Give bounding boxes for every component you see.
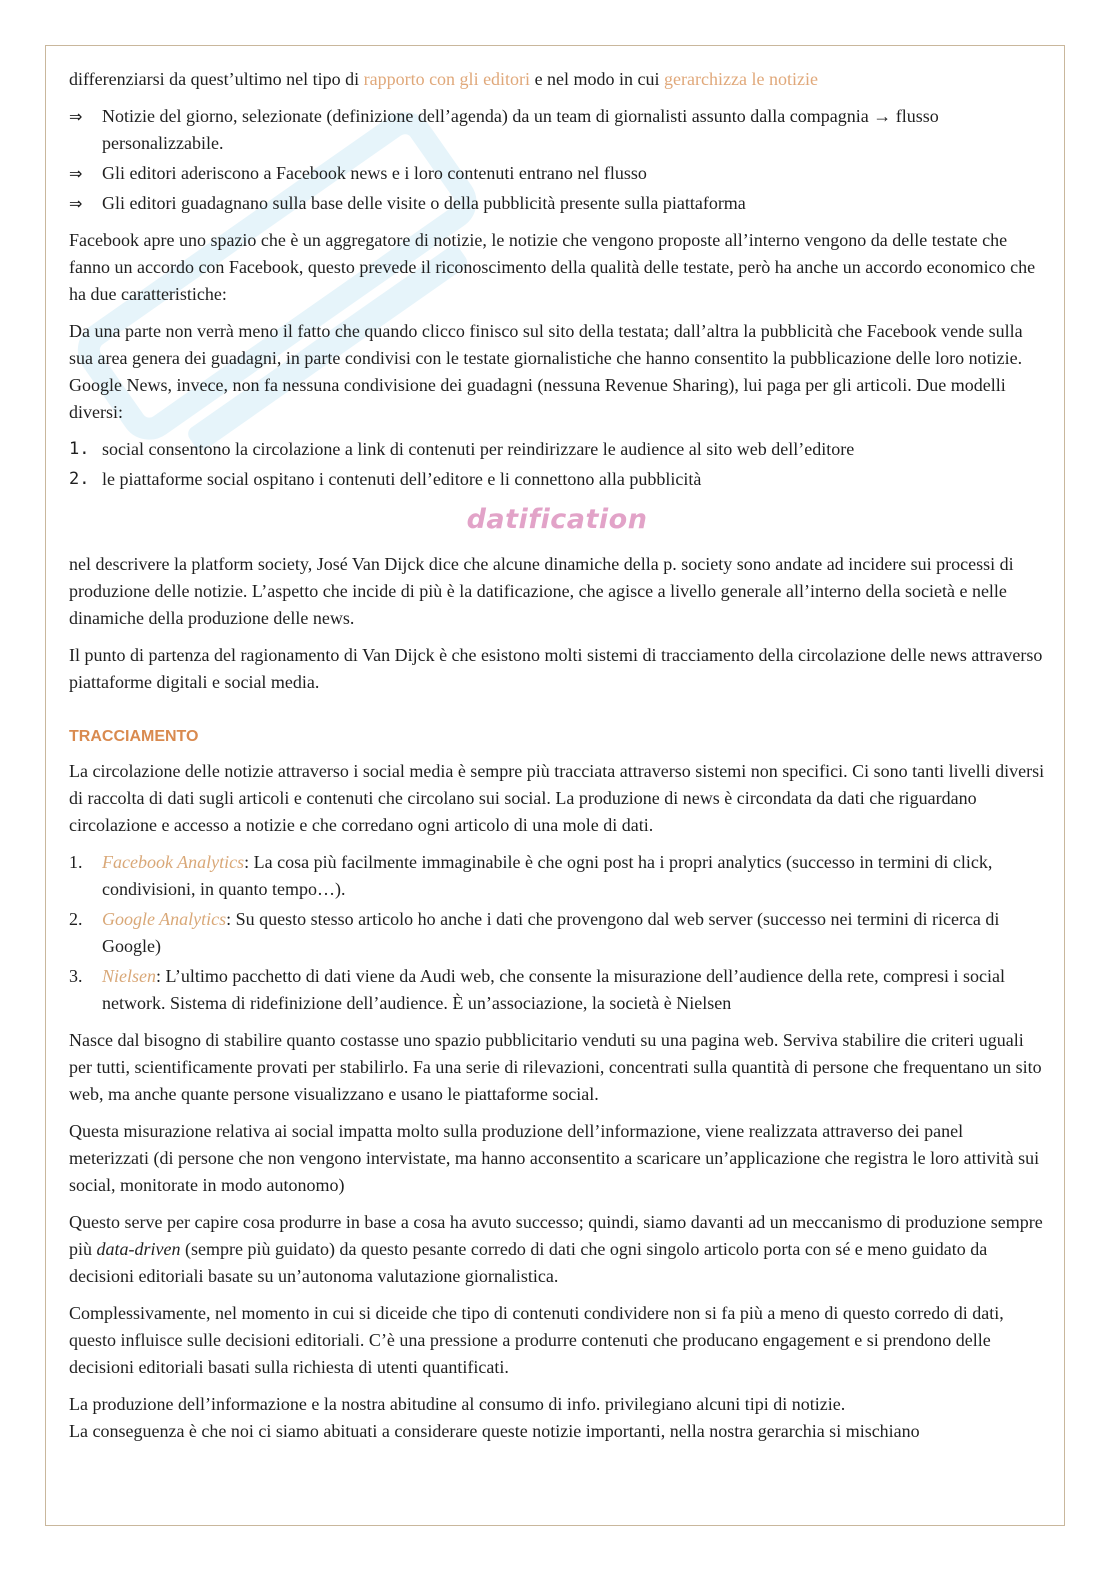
section-title: datification xyxy=(466,504,648,535)
paragraph: La conseguenza è che noi ci siamo abituati a considerare queste notizie importanti, nella nostra gerarchia si mischiano xyxy=(69,1421,920,1441)
paragraph: Da una parte non verrà meno il fatto che quando clicco finisco sul sito della testata; dall’altra la pubblicità che Facebook vende sulla sua area genera dei guadagni, in parte condivisi con le testate giornalistiche che hanno consentito la pubblicazione delle loro notizie. Google News, invece, non fa nessuna condivisione dei guadagni (nessuna Revenue Sharing), lui paga per gli articoli. Due modelli diversi: xyxy=(69,321,1023,422)
emphasis-data-driven: data-driven xyxy=(96,1239,181,1259)
tracking-list xyxy=(69,849,1045,1017)
double-arrow-icon: ⇒ xyxy=(69,194,83,213)
tool-name: Nielsen xyxy=(102,966,156,986)
list-item: 2. Google Analytics: Su questo stesso articolo ho anche i dati che provengono dal web server (successo nei termini di ricerca di Google) xyxy=(69,906,1045,960)
paragraph: La circolazione delle notizie attraverso i social media è sempre più tracciata attraverso sistemi non specifici. Ci sono tanti livelli diversi di raccolta di dati sugli articoli e contenuti che circolano sui social. La produzione di news è circondata da dati che riguardano circolazione e accesso a notizie e che corredano ogni articolo di una mole di dati. xyxy=(69,761,1045,835)
double-arrow-icon: ⇒ xyxy=(69,164,83,183)
arrow-list xyxy=(69,103,1045,217)
highlight-rapporto-editori: rapporto con gli editori xyxy=(363,69,531,89)
list-item: ⇒ Notizie del giorno, selezionate (definizione dell’agenda) da un team di giornalisti assunto dalla compagnia → flusso personalizzabile. xyxy=(69,103,1045,157)
list-number: 3. xyxy=(69,966,83,986)
double-arrow-icon: ⇒ xyxy=(69,107,83,126)
list-number: 1. xyxy=(69,439,90,459)
list-number: 2. xyxy=(69,469,90,489)
list-item: ⇒ Gli editori aderiscono a Facebook news e i loro contenuti entrano nel flusso xyxy=(69,160,1045,187)
sub-heading: TRACCIAMENTO xyxy=(69,728,199,745)
paragraph: Questo serve per capire cosa produrre in base a cosa ha avuto successo; quindi, siamo davanti ad un meccanismo di produzione sempre più data-driven (sempre più guidato) da questo pesante corredo di dati che ogni singolo articolo porta con sé e meno guidato da decisioni editoriali basate su un’autonoma valutazione giornalistica. xyxy=(69,1212,1043,1286)
list-number: 1. xyxy=(69,852,83,872)
list-item: 1. social consentono la circolazione a link di contenuti per reindirizzare le audience al sito web dell’editore xyxy=(69,436,1045,463)
tool-name: Google Analytics xyxy=(102,909,227,929)
list-item: 2. le piattaforme social ospitano i contenuti dell’editore e li connettono alla pubblicità xyxy=(69,466,1045,493)
paragraph: Facebook apre uno spazio che è un aggregatore di notizie, le notizie che vengono proposte all’interno vengono da delle testate che fanno un accordo con Facebook, questo prevede il riconoscimento della qualità delle testate, però ha anche un accordo economico che ha due caratteristiche: xyxy=(69,230,1036,304)
document-body xyxy=(69,66,1045,1445)
paragraph: La produzione dell’informazione e la nostra abitudine al consumo di info. privilegiano alcuni tipi di notizie. xyxy=(69,1394,846,1414)
list-item: 3. Nielsen: L’ultimo pacchetto di dati viene da Audi web, che consente la misurazione dell’audience della rete, compresi i social network. Sistema di ridefinizione dell’audience. È un’associazione, la società è Nielsen xyxy=(69,963,1045,1017)
list-item: 1. Facebook Analytics: La cosa più facilmente immaginabile è che ogni post ha i propri analytics (successo in termini di click, condivisioni, in quanto tempo…). xyxy=(69,849,1045,903)
paragraph: Nasce dal bisogno di stabilire quanto costasse uno spazio pubblicitario venduti su una pagina web. Serviva stabilire die criteri uguali per tutti, scientificamente provati per stabilirlo. Fa una serie di rilevazioni, concentrati sulla quantità di persone che frequentano un sito web, ma anche quante persone visualizzano e usano le piattaforme social. xyxy=(69,1030,1042,1104)
paragraph: Il punto di partenza del ragionamento di Van Dijck è che esistono molti sistemi di tracciamento della circolazione delle news attraverso piattaforme digitali e social media. xyxy=(69,645,1043,692)
intro-paragraph: differenziarsi da quest’ultimo nel tipo di rapporto con gli editori e nel modo in cui gerarchizza le notizie xyxy=(69,69,818,89)
list-number: 2. xyxy=(69,909,83,929)
paragraph: Questa misurazione relativa ai social impatta molto sulla produzione dell’informazione, viene realizzata attraverso dei panel meterizzati (di persone che non vengono intervistate, ma hanno acconsentito a scaricare un’applicazione che registra le loro attività sui social, monitorate in modo autonomo) xyxy=(69,1121,1040,1195)
paragraph: nel descrivere la platform society, José Van Dijck dice che alcune dinamiche della p. society sono andate ad incidere sui processi di produzione delle notizie. L’aspetto che incide di più è la datificazione, che agisce a livello generale all’interno della società e nelle dinamiche della produzione delle news. xyxy=(69,554,1014,628)
tool-name: Facebook Analytics xyxy=(102,852,245,872)
list-item: ⇒ Gli editori guadagnano sulla base delle visite o della pubblicità presente sulla piattaforma xyxy=(69,190,1045,217)
models-list xyxy=(69,436,1045,493)
paragraph: Complessivamente, nel momento in cui si diceide che tipo di contenuti condividere non si fa più a meno di questo corredo di dati, questo influisce sulle decisioni editoriali. C’è una pressione a produrre contenuti che producano engagement e si prendono delle decisioni editoriali basati sulla richiesta di utenti quantificati. xyxy=(69,1303,1004,1377)
highlight-gerarchizza-notizie: gerarchizza le notizie xyxy=(664,69,818,89)
